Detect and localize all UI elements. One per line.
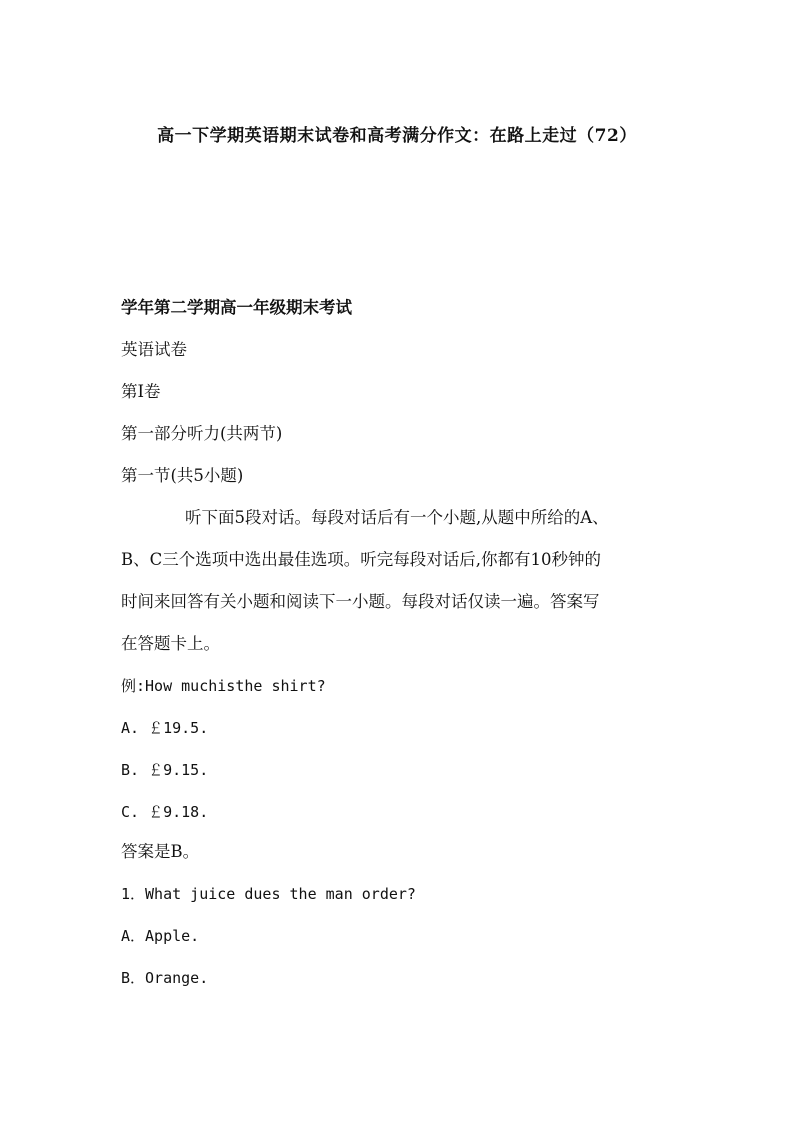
instruction-line-3: 时间来回答有关小题和阅读下一小题。每段对话仅读一遍。答案写 [121, 592, 600, 611]
paper-subject: 英语试卷 [121, 340, 187, 359]
example-option-c: C. ￡9.18. [121, 803, 209, 821]
question-1-option-a: A．Apple. [121, 927, 200, 945]
question-1: 1．What juice dues the man order? [121, 885, 416, 903]
question-1-option-b: B．Orange. [121, 969, 209, 987]
part-heading: 第一部分听力(共两节) [121, 424, 283, 443]
instruction-line-4: 在答题卡上。 [121, 634, 220, 653]
document-title: 高一下学期英语期末试卷和高考满分作文：在路上走过（72） [157, 126, 637, 146]
instruction-line-2: B、C三个选项中选出最佳选项。听完每段对话后,你都有10秒钟的 [121, 550, 601, 569]
volume-label: 第Ⅰ卷 [121, 382, 161, 401]
section-heading: 第一节(共5小题) [121, 466, 244, 485]
example-option-b: B. ￡9.15. [121, 761, 209, 779]
example-question: 例:How muchisthe shirt? [121, 677, 326, 695]
example-option-a: A. ￡19.5. [121, 719, 209, 737]
instruction-line-1: 听下面5段对话。每段对话后有一个小题,从题中所给的A、 [185, 508, 609, 527]
example-answer: 答案是B。 [121, 842, 200, 861]
exam-heading: 学年第二学期高一年级期末考试 [121, 298, 352, 317]
